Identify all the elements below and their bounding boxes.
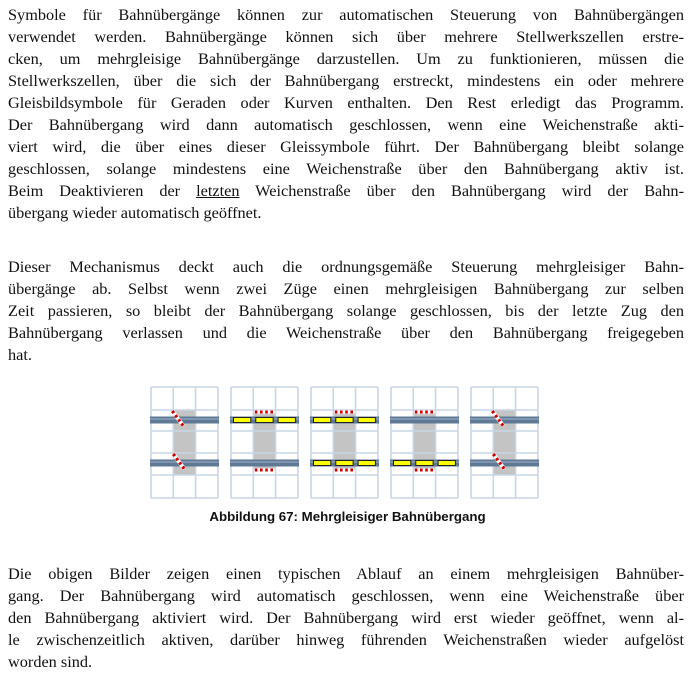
paragraph-mechanism [8,256,684,366]
route-segment-active [358,461,375,466]
text-line: Bahnübergang verlassen und die Weichenstraße über den Bahnübergang freigegeben [8,323,684,342]
text-line: gang. Der Bahnübergang wird automatisch geschlossen, wenn eine Weichenstraße über [8,586,684,605]
text-line: le zwischenzeitlich aktiven, darüber hinweg führenden Weichenstraßen wieder aufgelöst [8,630,684,649]
route-segment-active [256,418,273,423]
text-line: übergang wieder automatisch geöffnet. [8,203,262,222]
text-line: verwendet werden. Bahnübergänge können sich über mehrere Stellwerkszellen erstre- [8,27,684,46]
text-line: Gleisbildsymbole für Geraden oder Kurven enthalten. Den Rest erledigt das Programm. [8,93,684,112]
text-line: Die obigen Bilder zeigen einen typischen Ablauf an einem mehrgleisigen Bahnüber- [8,564,684,583]
text-line: geschlossen, solange mindestens eine Weichenstraße über den Bahnübergang aktiv ist. [8,159,684,178]
paragraph-sequence [8,563,684,673]
route-segment-active [234,418,251,423]
text-line: worden sind. [8,652,93,671]
text-run: Weichenstraße über den Bahnübergang wird der Bahn- [239,181,684,200]
text-line: Stellwerkszellen, über die sich der Bahnübergang erstreckt, mindestens ein oder mehrere [8,71,684,90]
route-segment-active [438,461,455,466]
track-top [150,417,219,424]
emphasis-underlined: letzten [196,181,240,200]
text-line: Symbole für Bahnübergänge können zur automatischen Steuerung von Bahnübergängen [8,5,684,24]
route-segment-active [278,418,295,423]
crossing-panel-5-open [470,387,539,498]
route-segment-active [314,418,331,423]
track-bottom [150,460,219,467]
text-run: Beim Deaktivieren der [8,181,197,200]
route-segment-active [358,418,375,423]
figure-caption: Abbildung 67: Mehrgleisiger Bahnübergang [209,509,486,524]
route-segment-active [336,461,353,466]
text-line [8,180,684,202]
text-line: den Bahnübergang aktiviert wird. Der Bahnübergang wird erst wieder geöffnet, wenn al- [8,608,684,627]
text-line: Der Bahnübergang wird dann automatisch geschlossen, wenn eine Weichenstraße akti- [8,115,684,134]
route-segment-active [314,461,331,466]
crossing-panel-1-open [150,387,219,498]
route-segment-active [394,461,411,466]
text-line: Zeit passieren, so bleibt der Bahnübergang solange geschlossen, bis der letzte Zug den [8,301,684,320]
route-segment-active [416,461,433,466]
text-line: viert wird, die über eines dieser Gleissymbole führt. Der Bahnübergang bleibt solange [8,137,684,156]
text-line: Dieser Mechanismus deckt auch die ordnungsgemäße Steuerung mehrgleisiger Bahn- [8,257,684,276]
track-bottom [230,460,299,467]
route-segment-active [336,418,353,423]
text-line: übergänge ab. Selbst wenn zwei Züge einen mehrgleisigen Bahnübergang zur selben [8,279,684,298]
crossing-panel-3-closed [310,387,379,498]
track-top [470,417,539,424]
crossing-panel-4-closed [390,387,459,498]
text-line: hat. [8,345,32,364]
text-line: cken, um mehrgleisige Bahnübergänge darzustellen. Um zu funktionieren, müssen die [8,49,684,68]
crossing-panel-2-closed [230,387,299,498]
figure-multitrack-crossing [0,380,695,505]
track-bottom [470,460,539,467]
figure-panels [0,380,695,505]
paragraph-intro [8,4,684,224]
track-top [390,417,459,424]
